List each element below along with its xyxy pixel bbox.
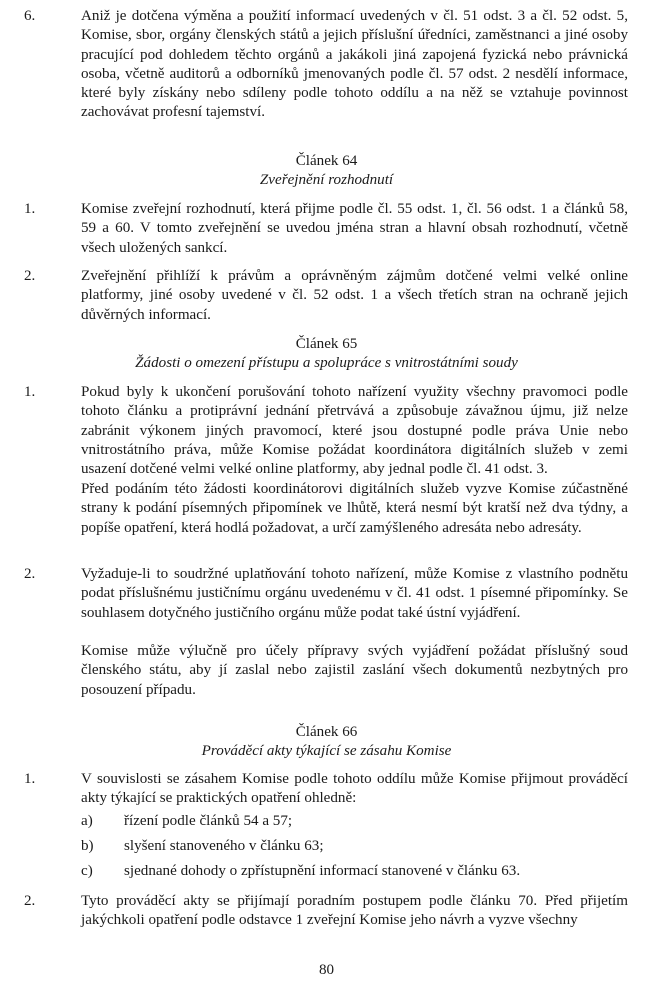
list-item-label: a) <box>81 813 93 829</box>
paragraph-number: 2. <box>24 566 36 582</box>
article-title: Článek 66 <box>295 724 358 740</box>
paragraph-text: Komise může výlučně pro účely přípravy svých vyjádření požádat příslušný soud členského státu, aby jí zaslal nebo zajistil zaslání všech dokumentů nezbytných pro posouzení případu. <box>81 643 628 698</box>
article-subtitle: Zveřejnění rozhodnutí <box>259 172 394 188</box>
paragraph-text: Vyžaduje-li to soudržné uplatňování tohoto nařízení, může Komise z vlastního podnětu podat příslušnému justičnímu orgánu uvedenému v čl. 41 odst. 1 písemné připomínky. Se souhlasem dotyčného justičního orgánu může podat také ústní vyjádření. <box>81 566 628 621</box>
article-title: Článek 64 <box>295 153 358 169</box>
article-title: Článek 65 <box>295 336 358 352</box>
article-subtitle: Žádosti o omezení přístupu a spolupráce s vnitrostátními soudy <box>135 355 518 371</box>
paragraph-text: Tyto prováděcí akty se přijímají poradním postupem podle článku 70. Před přijetím jakýchkoli opatření podle odstavce 1 zveřejní Komise jeho návrh a vyzve všechny <box>81 893 628 929</box>
paragraph-text: V souvislosti se zásahem Komise podle tohoto oddílu může Komise přijmout prováděcí akty týkající se praktických opatření ohledně: <box>81 771 628 807</box>
list-item-text: řízení podle článků 54 a 57; <box>124 813 293 829</box>
paragraph-number: 2. <box>24 893 36 909</box>
list-item-text: sjednané dohody o zpřístupnění informací stanovené v článku 63. <box>124 863 521 879</box>
paragraph-number: 6. <box>24 8 36 24</box>
paragraph-number: 1. <box>24 384 36 400</box>
paragraph-number: 1. <box>24 201 36 217</box>
list-item-label: b) <box>81 838 94 854</box>
paragraph-text: Komise zveřejní rozhodnutí, která přijme podle čl. 55 odst. 1, čl. 56 odst. 1 a článků 58, 59 a 60. V tomto zveřejnění se uvedou jména stran a hlavní obsah rozhodnutí, včetně všech uložených sankcí. <box>81 201 628 256</box>
paragraph-text: Před podáním této žádosti koordinátorovi digitálních služeb vyzve Komise zúčastněné strany k podání písemných připomínek ve lhůtě, která nesmí být kratší než dva týdny, a popíše opatření, která hodlá požadovat, a určí zamýšleného adresáta nebo adresáty. <box>81 481 628 536</box>
list-item-label: c) <box>81 863 93 879</box>
paragraph-text: Aniž je dotčena výměna a použití informací uvedených v čl. 51 odst. 3 a čl. 52 odst. 5, Komise, sbor, orgány členských států a jejich příslušní úředníci, zaměstnanci a jiné osoby pracující pod dohledem těchto orgánů a jakákoli jiná zapojená fyzická nebo právnická osoba, včetně auditorů a odborníků jmenovaných podle čl. 57 odst. 2 nesdělí informace, které byly získány nebo sdíleny podle tohoto oddílu a na něž se vztahuje povinnost zachovávat profesní tajemství. <box>81 8 628 121</box>
paragraph-number: 2. <box>24 268 36 284</box>
paragraph-text: Pokud byly k ukončení porušování tohoto nařízení využity všechny pravomoci podle tohoto článku a protiprávní jednání přetrvává a způsobuje závažnou újmu, již nelze zabránit výkonem jiných pravomocí, které jsou dostupné podle práva Unie nebo vnitrostátního práva, může Komise požádat koordinátora digitálních služeb v zemi usazení dotčené velmi velké online platformy, aby jednal podle čl. 41 odst. 3. <box>81 384 628 478</box>
page-number: 80 <box>318 962 335 978</box>
list-item-text: slyšení stanoveného v článku 63; <box>124 838 324 854</box>
paragraph-text: Zveřejnění přihlíží k právům a oprávněným zájmům dotčené velmi velké online platformy, jiné osoby uvedené v čl. 52 odst. 1 a všech třetích stran na ochraně jejich důvěrných informací. <box>81 268 628 323</box>
paragraph-number: 1. <box>24 771 36 787</box>
article-subtitle: Prováděcí akty týkající se zásahu Komise <box>201 743 452 759</box>
